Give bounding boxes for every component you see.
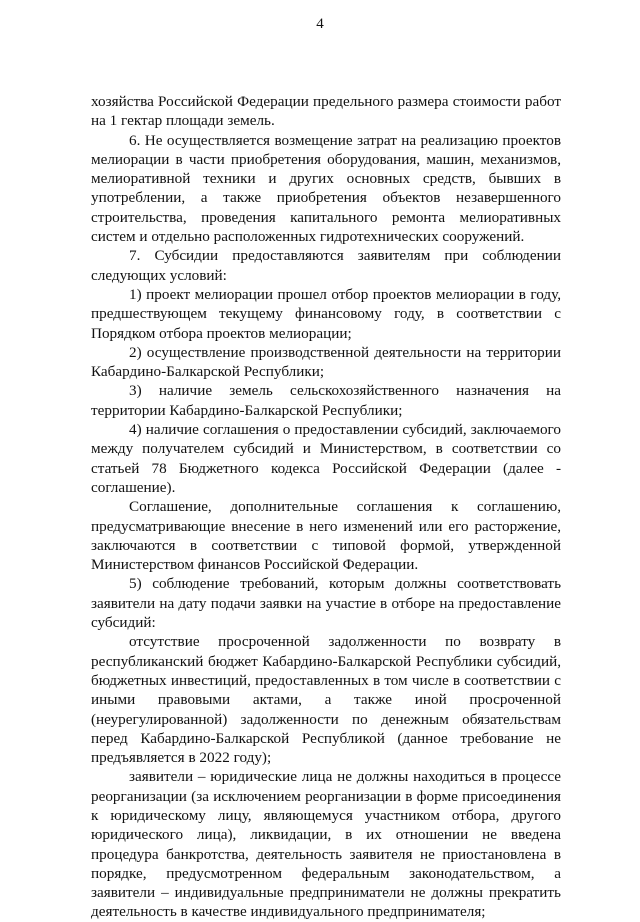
paragraph: 2) осуществление производственной деятельности на территории Кабардино-Балкарской Республики; (91, 343, 561, 381)
paragraph: 5) соблюдение требований, которым должны соответствовать заявители на дату подачи заявки на участие в отборе на предоставление субсидий: (91, 575, 561, 632)
paragraph: 1) проект мелиорации прошел отбор проектов мелиорации в году, предшествующем текущему финансовому году, в соответствии с Порядком отбора проектов мелиорации; (91, 285, 561, 342)
document-body (91, 92, 561, 922)
paragraph: Соглашение, дополнительные соглашения к соглашению, предусматривающие внесение в него изменений или его расторжение, заключаются в соответствии с типовой формой, утвержденной Министерством финансов Российской Федерации. (91, 498, 561, 574)
paragraph: 4) наличие соглашения о предоставлении субсидий, заключаемого между получателем субсидий и Министерством, в соответствии со статьей 78 Бюджетного кодекса Российской Федерации (далее - соглашение). (91, 421, 561, 496)
page-number: 4 (316, 16, 324, 32)
paragraph: отсутствие просроченной задолженности по возврату в республиканский бюджет Кабардино-Балкарской Республики субсидий, бюджетных инвестиций, предоставленных в том числе в соответствии с иными правовыми актами, а также иной просроченной (неурегулированной) задолженности по денежным обязательствам перед Кабардино-Балкарской Республикой (данное требование не предъявляется в 2022 году); (91, 633, 561, 767)
paragraph: хозяйства Российской Федерации предельного размера стоимости работ на 1 гектар площади земель. (91, 93, 561, 130)
paragraph: 7. Субсидии предоставляются заявителям при соблюдении следующих условий: (91, 247, 561, 284)
paragraph: 6. Не осуществляется возмещение затрат на реализацию проектов мелиорации в части приобретения оборудования, машин, механизмов, мелиоративной техники и других основных средств, бывших в употреблении, а также приобретения объектов незавершенного строительства, проведения капитального ремонта мелиоративных систем и отдельно расположенных гидротехнических сооружений. (91, 131, 561, 246)
paragraph: 3) наличие земель сельскохозяйственного назначения на территории Кабардино-Балкарской Республики; (91, 382, 561, 419)
paragraph: заявители – юридические лица не должны находиться в процессе реорганизации (за исключением реорганизации в форме присоединения к юридическому лицу, являющемуся участником отбора, другого юридического лица), ликвидации, в их отношении не введена процедура банкротства, деятельность заявителя не приостановлена в порядке, предусмотренном федеральным законодательством, а заявители – индивидуальные предприниматели не должны прекратить деятельность в качестве индивидуального предпринимателя; (91, 768, 561, 921)
